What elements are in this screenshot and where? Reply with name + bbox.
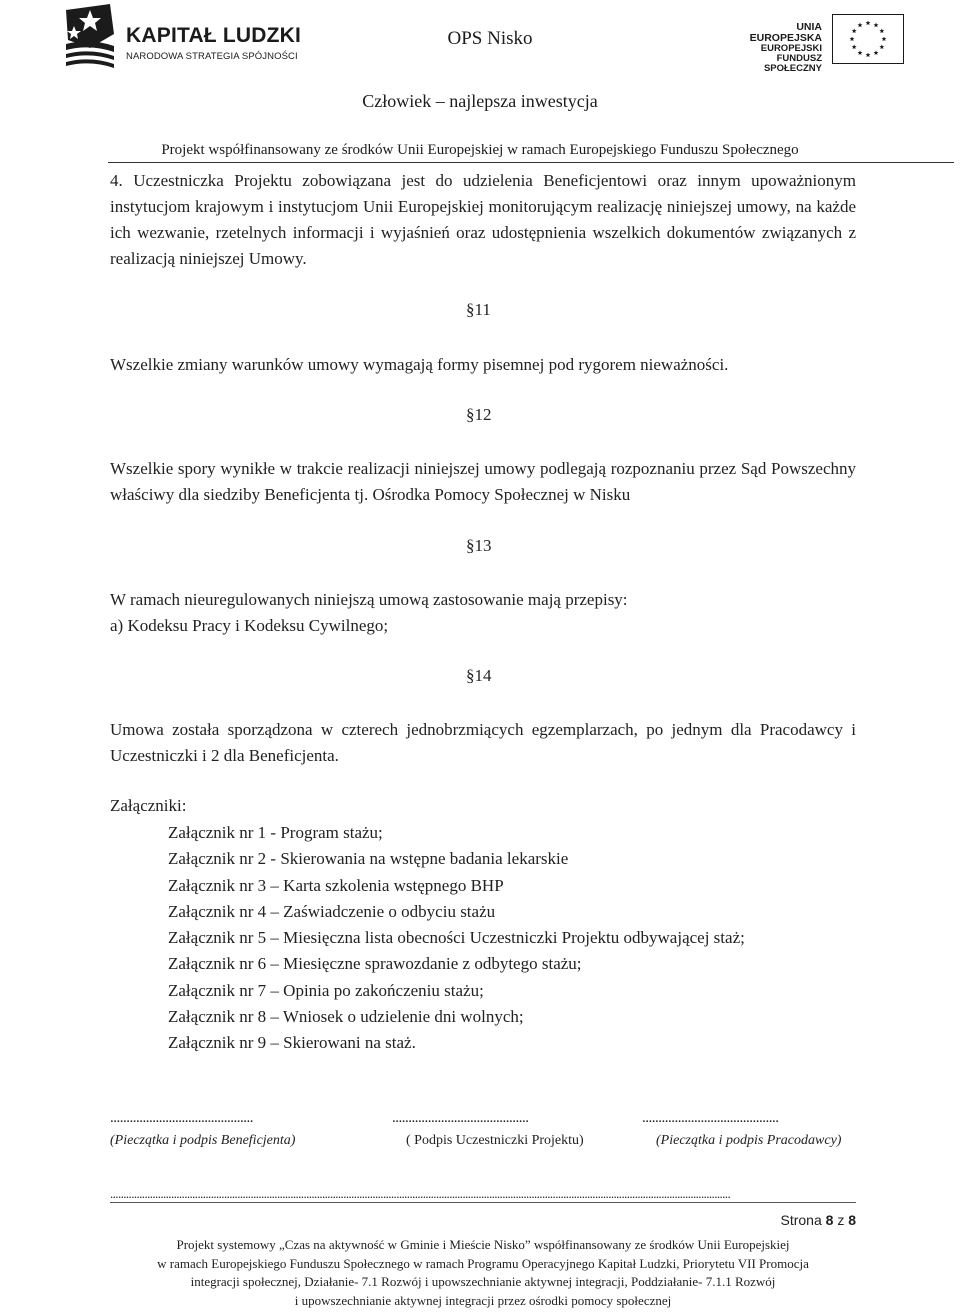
eu-flag-icon (832, 14, 904, 64)
eu-logo-line1: UNIA EUROPEJSKA (749, 21, 822, 45)
header-divider (108, 162, 954, 163)
motto: Człowiek – najlepsza inwestycja (362, 91, 598, 111)
section-13-line-1: W ramach nieuregulowanych niniejszą umową zastosowanie mają przepisy: (110, 590, 628, 609)
header-title: OPS Nisko (447, 28, 533, 49)
eu-logo-line3: FUNDUSZ SPOŁECZNY (763, 53, 822, 74)
signature-label-participant: ( Podpis Uczestniczki Projektu) (406, 1133, 584, 1148)
page-total: 8 (848, 1212, 856, 1228)
section-14-text: Umowa została sporządzona w czterech jednobrzmiących egzemplarzach, po jednym dla Pracodawcy i Uczestniczki i 2 dla Beneficjenta. (110, 720, 856, 765)
section-14-heading: §14 (466, 666, 492, 685)
kapital-ludzki-subtitle: NARODOWA STRATEGIA SPÓJNOŚCI (126, 51, 298, 62)
signature-line-participant: .......................................... (392, 1110, 529, 1126)
section-11-heading: §11 (466, 300, 491, 319)
attachments-list (168, 820, 745, 1057)
footer-note (110, 1236, 856, 1310)
section-13-line-2: a) Kodeksu Pracy i Kodeksu Cywilnego; (110, 616, 389, 635)
footer-divider (110, 1202, 856, 1203)
list-item: Załącznik nr 5 – Miesięczna lista obecności Uczestniczki Projektu odbywającej staż; (168, 928, 745, 948)
section-11-text: Wszelkie zmiany warunków umowy wymagają formy pisemnej pod rygorem nieważności. (110, 355, 729, 374)
kapital-ludzki-logo (60, 4, 300, 74)
page-number (780, 1212, 856, 1228)
list-item: Załącznik nr 6 – Miesięczne sprawozdanie z odbytego stażu; (168, 954, 582, 974)
footer-line-2: w ramach Europejskiego Funduszu Społecznego w ramach Programu Operacyjnego Kapitał Ludzki, Priorytetu VII Promocja (157, 1255, 809, 1271)
list-item: Załącznik nr 2 - Skierowania na wstępne badania lekarskie (168, 849, 569, 869)
signature-label-beneficiary: (Pieczątka i podpis Beneficjenta) (110, 1133, 296, 1148)
list-item: Załącznik nr 3 – Karta szkolenia wstępnego BHP (168, 875, 504, 895)
eu-logo-text (724, 22, 822, 74)
signature-label-employer: (Pieczątka i podpis Pracodawcy) (656, 1133, 842, 1148)
paragraph-4: 4. Uczestniczka Projektu zobowiązana jest do udzielenia Beneficjentowi oraz innym upoważnionym instytucjom krajowym i instytucjom Unii Europejskiej monitorującym realizację niniejszej umowy, na każde ich wezwanie, rzetelnych informacji i wyjaśnień oraz udostępnienia wszelkich dokumentów związanych z realizacją niniejszej Umowy. (110, 171, 856, 268)
list-item: Załącznik nr 7 – Opinia po zakończeniu stażu; (168, 980, 484, 1000)
section-13-heading: §13 (466, 536, 492, 555)
section-12-heading: §12 (466, 405, 492, 424)
page-current: 8 (825, 1212, 834, 1228)
page-prefix: Strona (780, 1212, 822, 1228)
section-12-text: Wszelkie spory wynikłe w trakcie realizacji niniejszej umowy podlegają rozpoznaniu przez Sąd Powszechny właściwy dla siedziby Beneficjenta tj. Ośrodka Pomocy Społecznej w Nisku (110, 459, 856, 504)
cofinancing-note: Projekt współfinansowany ze środków Unii Europejskiej w ramach Europejskiego Funduszu Społecznego (161, 142, 799, 158)
eu-logo (724, 14, 904, 74)
eu-logo-line2: EUROPEJSKI (760, 43, 822, 55)
footer-dotted-line: .......................................................................................................................................................................................................................................... (110, 1186, 731, 1201)
kapital-ludzki-title: KAPITAŁ LUDZKI (126, 24, 302, 47)
attachments-heading: Załączniki: (110, 796, 187, 815)
list-item: Załącznik nr 9 – Skierowani na staż. (168, 1033, 416, 1053)
kapital-ludzki-emblem-icon (60, 4, 120, 74)
list-item: Załącznik nr 1 - Program stażu; (168, 823, 383, 842)
footer-line-1: Projekt systemowy „Czas na aktywność w Gminie i Mieście Nisko” współfinansowany ze środków Unii Europejskiej (176, 1237, 790, 1252)
page-separator: z (837, 1212, 845, 1228)
list-item: Załącznik nr 4 – Zaświadczenie o odbyciu stażu (168, 901, 496, 921)
footer-line-3: integracji społecznej, Działanie- 7.1 Rozwój i upowszechnianie aktywnej integracji, Poddziałanie- 7.1.1 Rozwój (190, 1274, 776, 1289)
signature-line-beneficiary: ............................................ (110, 1110, 253, 1126)
footer-line-4: i upowszechnianie aktywnej integracji przez ośrodki pomocy społecznej (294, 1292, 672, 1308)
signature-line-employer: .......................................... (642, 1110, 779, 1126)
list-item: Załącznik nr 8 – Wniosek o udzielenie dni wolnych; (168, 1007, 524, 1027)
